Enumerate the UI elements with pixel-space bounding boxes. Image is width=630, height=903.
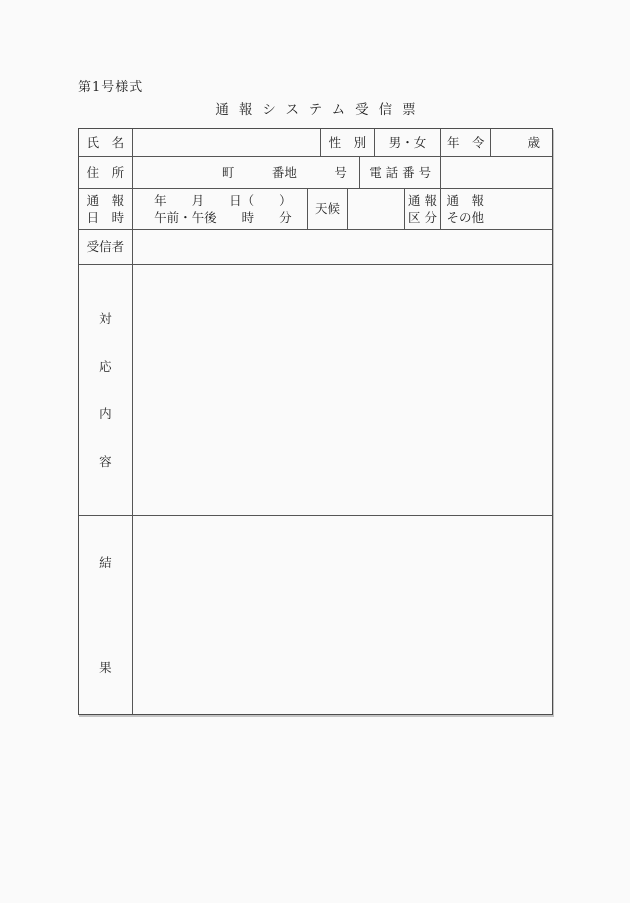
address-label: 住 所: [79, 157, 133, 188]
name-label: 氏 名: [79, 129, 133, 156]
response-label-char: 対: [99, 311, 112, 326]
response-field: [133, 265, 552, 515]
row-response: [79, 265, 552, 516]
response-label: [79, 265, 133, 515]
receiver-field: [133, 230, 552, 264]
result-field: [133, 516, 552, 714]
datetime-template-line1: 年 月 日（ ）: [154, 192, 292, 208]
response-label-char: 応: [99, 358, 112, 374]
age-unit: 歳: [527, 134, 540, 150]
result-label-char: 果: [99, 660, 112, 675]
datetime-label: [79, 189, 133, 229]
row-address-phone: [79, 157, 552, 189]
datetime-label-line2: 日 時: [86, 210, 125, 225]
category-option-other: その他: [446, 210, 484, 225]
category-label: [405, 189, 442, 229]
row-name-gender-age: [79, 129, 552, 157]
form-number: 第1号様式: [78, 80, 144, 95]
category-options: [441, 189, 552, 229]
weather-field: [348, 189, 405, 229]
name-field: [133, 129, 321, 156]
weather-label: 天候: [308, 189, 348, 229]
datetime-label-line1: 通 報: [86, 192, 125, 208]
address-template: 町 番地 号: [133, 157, 360, 188]
reception-form-table: [78, 128, 553, 715]
response-label-char: 内: [99, 406, 112, 421]
datetime-template: [133, 189, 308, 229]
category-label-line2: 区 分: [408, 210, 438, 225]
age-label: 年 令: [441, 129, 491, 156]
gender-options: 男・女: [375, 129, 442, 156]
category-option-report: 通 報: [446, 192, 484, 208]
gender-label: 性 別: [321, 129, 375, 156]
datetime-template-line2: 午前・午後 時 分: [154, 210, 292, 225]
category-label-line1: 通 報: [408, 192, 438, 208]
receiver-label: 受信者: [79, 230, 133, 264]
phone-label: 電 話 番 号: [360, 157, 442, 188]
row-datetime-weather-category: [79, 189, 552, 230]
row-result: [79, 516, 552, 714]
row-receiver: [79, 230, 552, 265]
result-label-char: 結: [99, 554, 112, 570]
document-title: 通報システム受信票: [215, 102, 426, 118]
phone-field: [441, 157, 552, 188]
response-label-char: 容: [99, 453, 112, 469]
result-label: [79, 516, 133, 714]
